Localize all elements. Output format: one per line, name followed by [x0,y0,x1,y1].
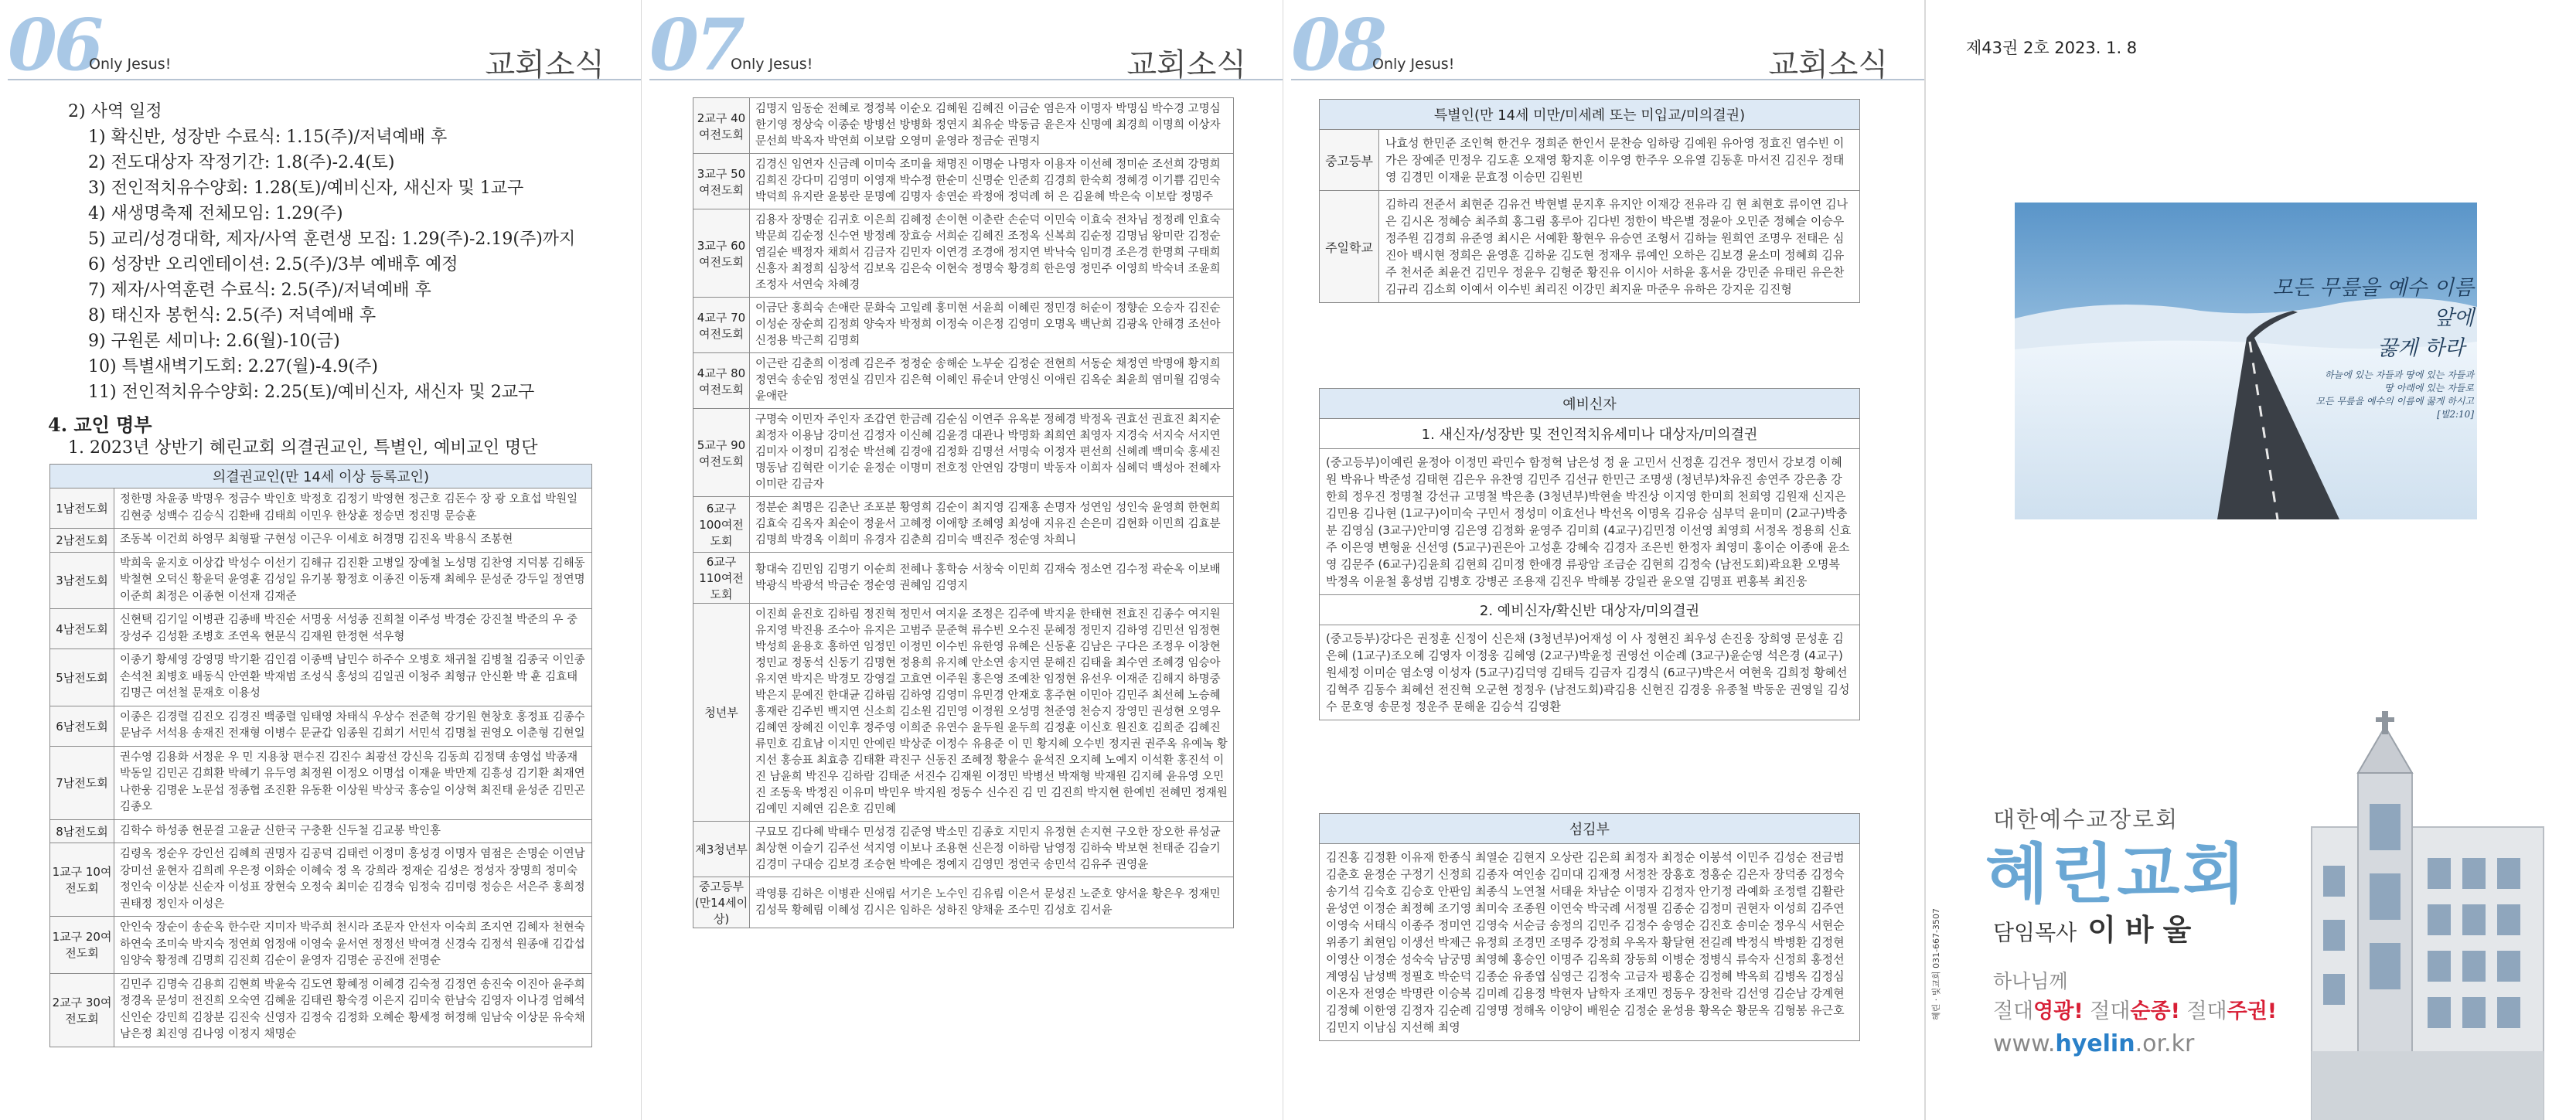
table-row [50,746,592,819]
page-number: 08 [1291,3,1385,87]
page-header [1291,3,1925,87]
schedule-item: 1) 확신반, 성장반 수료식: 1.15(주)/저녁예배 후 [88,128,448,147]
group-label: 5교구 90여전도회 [693,409,750,497]
group-label: 2남전도회 [50,529,114,553]
choir-table [1319,813,1860,1041]
page-number: 07 [649,3,743,87]
group-label: 4교구 80여전도회 [693,353,750,409]
schedule-item: 8) 태신자 봉헌식: 2.5(주) 저녁예배 후 [88,306,377,325]
page-number: 06 [8,3,101,87]
group-label: 6교구 100여전도회 [693,497,750,553]
table-row [693,209,1234,298]
member-names: 구명숙 이민자 주인자 조갑연 한금례 김순심 이연주 유옥분 정혜경 박정옥 권효선 권효진 최지순 최정자 이용남 강미선 김정자 이신혜 김윤경 대관나 박명화 최희연 최영자 지경숙 서지숙 서지연 김미자 이정미 김정순 박선혜 김경애 김정화 김명선 서명숙 이정자 편선희 신혜례 백미숙 홍세진 명동남 김혁란 이기순 윤정순 이명미 전호정 안연임 강명미 박동자 이희자 심혜덕 백성아 전혜자 이미란 김금자 [750,409,1234,497]
member-names: 김민주 김명숙 김용희 김현희 박윤숙 김도연 황혜정 이혜경 김숙정 김정연 송진숙 이진아 윤주희 정경옥 문성미 전진희 오숙연 김혜윤 김태린 황숙경 이은지 김미숙 한남숙 김영자 이나경 엄혜석 신인순 강민희 김창분 김진숙 신영자 김정숙 김정화 오혜순 황세정 허정해 임남숙 이상문 유숙채 남은정 최진영 김나영 이정지 채명순 [114,973,592,1047]
voting-table-header: 의결권교인(만 14세 이상 등록교인) [50,465,592,489]
motto-pre2: 절대 [2083,999,2131,1023]
group-label: 6교구 110여전도회 [693,553,750,604]
group-label: 4교구 70여전도회 [693,298,750,353]
table-row [693,298,1234,353]
section4-title: 4. 교인 명부 [48,414,152,436]
special-members-table [1319,99,1860,303]
member-names: 이진희 윤진호 김하림 정진혁 정민서 여지윤 조정은 김주예 박지윤 한태현 전효진 김종수 여지원 유지영 박진용 조수아 유지은 고범주 문준혁 류수빈 오수진 문혜정 정민지 김하영 김민선 임정현 박성희 윤용호 홍하연 임정민 이정민 이수빈 유한영 유혜은 신동훈 김남은 구다은 조정우 이창현 정민교 정동석 신동기 김명현 정용희 유지혜 안소연 송지연 문해진 김태율 최수연 조혜경 임승아 유지연 박지은 박경모 강영걸 고효연 이주원 홍은영 조예찬 임정현 유선우 이재준 김해지 하명중 박은지 문예진 한대균 김하림 김하영 김영미 유민경 안재호 홍주현 이민아 김민주 최선혜 노승혜 홍재란 김주빈 백지연 신소희 김소원 김민영 이정원 오성명 천준영 천승지 장영민 권성현 오영우 김혜연 장혜진 이인후 정주영 이희준 유연수 윤두원 윤두희 김정훈 이신호 원진호 김희준 김혜진 류민호 김효남 이지민 안예린 박상준 이정수 유용준 이 민 황지혜 오수빈 정지권 권주옥 유예녹 황지선 홍승표 최효층 김태환 곽진구 신동진 조혜정 황윤수 윤석진 오지혜 노예지 이석환 홍진석 이 진 남윤희 박진우 김하람 김태준 서진수 김재원 이정민 박병선 박재형 박재원 김지헤 윤유영 오민진 조동욱 박정진 이유미 박민우 박지원 정동수 신수진 김 민 김진희 박지현 한예빈 전혜민 정재원 김예민 지혜연 김은호 김민혜 [750,604,1234,822]
section-title: 교회소식 [1126,47,1246,83]
group-label: 2교구 30여전도회 [50,973,114,1047]
ministry-schedule [68,99,625,405]
member-names: 조동복 이건희 하영무 최형팔 구현성 이근우 이세호 허경명 김진옥 박용식 조봉현 [114,529,592,553]
motto-glory: 영광! [2033,999,2084,1023]
group-label: 중고등부 [1320,130,1379,191]
fold-line [1924,0,1926,1120]
slogan-ref: [빌2:10] [2437,409,2474,420]
issue-info: 제43권 2호 2023. 1. 8 [1966,39,2138,57]
section-title: 교회소식 [485,47,605,83]
group-label: 8남전도회 [50,819,114,843]
special-table-header: 특별인(만 14세 미만/미세례 또는 미입교/미의결권) [1320,100,1860,130]
only-jesus-label: Only Jesus! [731,56,813,73]
schedule-title: 2) 사역 일정 [68,102,162,121]
table-row [50,609,592,649]
slogan-verse [2257,369,2474,421]
table-row [50,819,592,843]
group-label: 제3청년부 [693,822,750,877]
table-row [693,154,1234,209]
member-names: 정분순 최명은 김춘난 조포분 황영희 김순이 최지영 김재홍 손명자 성연임 성인숙 윤영희 한현희 김효숙 김옥자 최순이 정윤서 고혜정 이애향 조혜영 최성애 지유진 손은미 김현화 이민희 김효분 김명희 박경옥 이희미 유경자 김춘희 김미숙 백진주 정순영 차희니 [750,497,1234,553]
motto-obey: 순종! [2130,999,2180,1023]
schedule-item: 2) 전도대상자 작정기간: 1.8(주)-2.4(토) [88,153,395,172]
table-row [693,822,1234,877]
schedule-item: 11) 전인적치유수양회: 2.25(토)/예비신자, 새신자 및 2교구 [88,383,535,402]
motto-pre3: 절대 [2179,999,2227,1023]
slogan-verse-3: 모든 무릎을 예수의 이름에 꿇게 하시고 [2315,396,2474,407]
table-row [693,353,1234,409]
table-row [1320,191,1860,303]
member-names: 구묘모 김다혜 박태수 민성경 김준영 박소민 김종호 지민지 유정현 손지현 구오한 장오한 류성균 최상현 이슬기 김주선 석지영 이보나 조용현 신은정 이하람 남영정 김하숙 박보현 천태준 김슬기 김경미 구대승 김보경 조승현 박예은 정예지 김영민 정연국 송민석 김유주 권영윤 [750,822,1234,877]
member-names: 김명지 임동순 전혜로 정정복 이순오 김혜원 김혜진 이금순 염은자 이명자 박명심 박수경 고명심 한기영 정상숙 이종순 방병선 방병화 정연지 최유순 박동금 윤은자 신명예 최경희 이명희 이상자 문선희 박옥자 박연희 이보람 오영미 윤영라 정금순 권명지 [750,98,1234,154]
schedule-item: 6) 성장반 오리엔테이션: 2.5(주)/3부 예배후 예정 [88,255,458,274]
group-label: 3남전도회 [50,552,114,609]
group-label: 1교구 20여전도회 [50,917,114,974]
only-jesus-label: Only Jesus! [89,56,172,73]
group-label: 중고등부 (만14세이상) [693,877,750,928]
catechumen-group1-names: (중고등부)이예린 윤정아 이정민 곽민수 함정혁 남은성 정 윤 고민서 신정훈 김건우 정민서 강보경 이혜원 박유나 박준성 김태현 김은우 유찬영 김민주 김선규 한민근 조명생 (청년부)차유진 송연주 강은총 강한희 정우진 정명철 강선규 고명철 박은총 (3청년부)박현솔 박진상 이지영 한미희 천희영 김원재 신지은 김민용 김나현 (1교구)이미숙 구민서 정성미 이효선나 박선옥 이명옥 김유승 심부덕 윤미미 (2교구)박충분 김영심 (3교구)안미영 김은영 김정화 윤영주 김미희 (4교구)김민정 이선영 최영희 서정옥 정용희 신효주 이은영 변형윤 신선영 (5교구)권은아 고성훈 강혜숙 김경자 조은빈 한정자 최영미 홍이순 이종애 윤소영 김문주 (6교구)김윤희 김현희 김미정 한애경 류광암 조금순 김현희 김정숙 (남전도회)곽요환 오명복 박정옥 이윤철 홍성범 김병호 강병곤 조용재 김진우 박해봉 강일관 윤오열 김명표 편홍복 최진웅 [1320,449,1860,595]
table-row [50,529,592,553]
motto-line2 [1993,994,2277,1024]
table-row [693,497,1234,553]
group-label: 1교구 10여전도회 [50,843,114,917]
member-names: 김령옥 정순우 강인선 김혜희 권명자 김공덕 김태런 이정미 홍성경 이명자 염점은 손명순 이연남 강미선 윤현자 김희례 우은정 이화순 이혜숙 정 옥 강희라 정재순 김성은 정성자 장명희 정미숙 정인숙 이상분 신순자 이성표 장현숙 오정숙 최미순 김경숙 임정숙 김미령 정승은 서은주 홍희정 권태정 정인자 이성은 [114,843,592,917]
page-header [8,3,642,87]
web-post: .or.kr [2135,1030,2195,1057]
group-label: 청년부 [693,604,750,822]
member-names: 박희욱 윤지호 이상갑 박성수 이선기 김해규 김진환 고병일 장예철 노성명 김찬영 지덕봉 김해동 박철현 오덕신 황윤덕 윤영훈 김성일 유기봉 황정호 이종진 이동재 최혜우 문성준 강두일 정연명 이준희 최정은 이종현 이선재 김재준 [114,552,592,609]
web-domain: hyelin [2055,1030,2135,1057]
members-table-continued [693,97,1234,928]
member-names: 권수영 김용화 서정운 우 민 지용창 편수진 김진수 최광선 강신욱 김동희 김정택 송영섭 박종재 박동일 김민곤 김희환 박혜기 유두영 최정원 이정오 이명섭 이재윤 박만제 김흥성 김기환 최재연 나한웅 김명운 노문섭 정종협 조진환 유동환 이상원 박상국 홍승일 이상혁 최진태 윤성준 김민곤 김종오 [114,746,592,819]
schedule-item: 5) 교리/성경대학, 제자/사역 훈련생 모집: 1.29(주)-2.19(주)까지 [88,230,576,249]
member-names: 김하리 전준서 최현준 김유건 박현별 문지후 유지안 이재강 전유라 김 현 최현호 류이연 김나은 김시온 정혜승 최주희 홍그림 홍루아 김다빈 정한이 박은별 정윤아 오민준 정혜슬 이승우 정주원 김경희 유준영 최시은 서예환 황현우 유승연 조형서 김하늘 원희연 조명우 전태은 심진아 백시현 정희은 윤영훈 김하윤 김도현 정재우 류예인 오하은 김보경 윤소미 정혜희 김유주 천서준 최윤건 김민우 정윤우 김형준 황진유 이시아 서하윤 홍서윤 강민준 유태린 유은찬 김규리 김소희 이예서 이수빈 최리진 이강민 최지윤 마준우 유하은 강지운 김진형 [1379,191,1860,303]
catechumen-group2-names: (중고등부)강다은 권정훈 신정이 신은채 (3청년부)어재성 이 사 정현진 최우성 손진웅 장희영 문성훈 김은혜 (1교구)조오혜 김영자 이정웅 김혜영 (2교구)박윤정 권영선 이순례 (3교구)윤순영 석은경 (4교구)원세정 이미순 염소영 이성자 (5교구)김덕영 김태득 김금자 김경식 (6교구)박은서 여현욱 김희정 황혜선 김혁주 김동수 최혜선 전진혁 오군현 정정우 (남전도회)곽김용 신현진 김경웅 유종철 박동운 권영일 김성수 문호영 송문정 정운주 문해윤 김승석 김영환 [1320,625,1860,720]
schedule-item: 4) 새생명축제 전체모임: 1.29(주) [88,204,343,223]
group-label: 3교구 60여전도회 [693,209,750,298]
member-names: 이근란 김춘희 이정례 김은주 정정순 송해순 노부순 김정순 전현희 서동순 채정연 박명애 황지희 정연숙 송순임 정연실 김민자 김은혁 이혜인 류순녀 안영신 이애린 김옥순 최윤희 염미월 김영숙 윤애란 [750,353,1234,409]
schedule-item: 3) 전인적치유수양회: 1.28(토)/예비신자, 새신자 및 1교구 [88,179,524,198]
motto-pre1: 절대 [1993,999,2034,1023]
group-label: 5남전도회 [50,649,114,706]
group-label: 1남전도회 [50,489,114,529]
table-row [50,552,592,609]
website [1993,1030,2194,1057]
catechumen-header: 예비신자 [1320,389,1860,419]
section4-desc: 1. 2023년 상반기 혜린교회 의결권교인, 특별인, 예비교인 명단 [68,438,538,458]
member-names: 이종은 김경렬 김진오 김경진 백종렬 임태영 차태식 우상수 전준혁 강기원 현창호 홍정표 김종수 문남주 서석용 송재진 전재형 이병수 문균갑 임종원 김희기 서민석 김명철 권영오 이춘형 김현일 [114,706,592,746]
group-label: 7남전도회 [50,746,114,819]
pastor-name: 이바울 [2087,913,2201,947]
member-names: 이금단 홍희숙 손애란 문화숙 고일례 홍미현 서윤희 이혜린 정민경 허순이 정향순 오승자 김진순 이성순 장순희 김정희 양숙자 박정희 이정숙 이은정 김영미 오명옥 백난희 김광옥 안해경 조선아 신정용 박근희 김명희 [750,298,1234,353]
table-row [693,553,1234,604]
slogan-line1: 모든 무릎을 예수 이름 앞에 [2272,276,2474,330]
group-label: 4남전도회 [50,609,114,649]
group-label: 6남전도회 [50,706,114,746]
member-names: 나효성 한민준 조인혁 한건우 정희준 한인서 문찬승 임하랑 김예원 유아영 정효진 염수빈 이가은 장예준 민정우 김도훈 오재영 황지훈 이우영 한주우 오유열 김동훈 마서진 김진우 정태영 김경민 이재윤 문효정 이승민 김원빈 [1379,130,1860,191]
table-row [50,843,592,917]
member-names: 김학수 하성종 현문걸 고윤균 신한국 구충환 신두철 김교봉 박인홍 [114,819,592,843]
catechumen-group1-title: 1. 새신자/성장반 및 전인적치유세미나 대상자/미의결권 [1320,419,1860,449]
catechumen-group2-title: 2. 예비신자/확신반 대상자/미의결권 [1320,595,1860,625]
member-names: 정한명 차윤종 박명우 정금수 박인호 박정호 김정기 박영현 정근호 김돈수 장 광 오효섭 박원일 김현중 성백수 김승식 김환배 김태희 이민우 한상훈 정승면 정진명 문승훈 [114,489,592,529]
member-names: 김용자 장명순 김귀호 이은희 김혜정 손이현 이춘란 손순덕 이민숙 이효숙 전차님 정정례 인효숙 박문희 김순정 신수연 방정례 장효승 서희순 김혜진 조정옥 신복희 김순정 김명님 왕미란 김정순 염길순 백정자 채희서 김금자 김민자 이연경 조경애 정지연 박낙숙 임미경 조은경 한명희 구태희 신홍자 최정희 심창석 김보옥 김은숙 이현숙 정명숙 황경희 한은영 정민주 이영희 박숙녀 조윤희 조정자 서연숙 차혜경 [750,209,1234,298]
motto-line1: 하나님께 [1993,970,2068,992]
church-building-illustration [2288,711,2576,1120]
table-row [50,649,592,706]
choir-names: 김진홍 김정환 이유재 한종식 최열순 김현지 오상란 김은희 최정자 최정순 이봉석 이민주 김성순 전금범 김춘호 윤정순 구정기 신정희 김종자 여인송 김미대 김재정 서정찬 장홍호 정홍순 김은자 장덕종 김정숙 송기석 김숙호 김승호 안판임 최종식 노연철 서태윤 차남순 이명자 김정자 안기정 라예화 조정렬 김활란 윤성연 이정순 최정혜 조기영 최미숙 조종원 이연숙 박국례 서정필 김종순 김정미 권현자 이성희 김주연 이영숙 서태식 이종주 정미연 김영숙 서순금 송정의 김민주 김정수 송영순 김진호 송미순 정우식 서현순 위종기 최현임 이생선 박제근 유정희 조경민 조명주 강정희 우옥자 황달현 전길례 박정식 박병환 김정현 이영산 이정순 성숙숙 남궁명 최영혜 홍승인 이명주 김옥희 장동희 이병순 정병식 류숙자 신정희 홍정선 계영심 남성백 정필호 박순덕 김종순 유종엽 심영근 김정숙 고금자 평홍순 김정혜 박옥희 김병옥 김정심 이온자 전영순 박명란 이승복 김미례 김용정 박현자 남학자 조재민 정동우 장천락 김선영 김순남 강계현 김정혜 이한영 김정자 김순례 김영명 정해옥 이양이 배원순 김정순 윤성용 황옥순 황문옥 김형봉 유근호 김민지 이남심 지선해 최영 [1320,844,1860,1041]
slogan-verse-1: 하늘에 있는 자들과 땅에 있는 자들과 [2325,369,2474,380]
member-names: 황대숙 김민임 김명기 이순희 전혜나 홍학승 서창숙 이민희 김재숙 정소연 김수정 곽순옥 이보배 박광식 박광석 박금순 정순영 권혜임 김영지 [750,553,1234,604]
pastor [1993,906,2200,948]
schedule-item: 7) 제자/사역훈련 수료식: 2.5(주)/저녁예배 후 [88,281,431,300]
table-row [693,604,1234,822]
group-label: 3교구 50여전도회 [693,154,750,209]
member-names: 신현택 김기일 이병관 김종배 박진순 서명웅 서성종 진희철 이주성 박경순 강진철 박준의 우 중 장성주 김성환 조병호 조연옥 현문식 김재원 한정현 석우형 [114,609,592,649]
table-row [693,409,1234,497]
voting-members-table [49,464,592,1047]
table-row [50,917,592,974]
table-row [50,706,592,746]
member-names: 안인숙 장순이 송순옥 한수란 지미자 박주희 천시라 조문자 안선자 이숙희 조지연 김혜자 천현숙 하연숙 조미숙 박지숙 정연희 엄정애 이영숙 윤서연 정정선 박여경 신경숙 김정석 원종애 김갑섭 임양숙 황정례 김명희 김진희 김순이 윤영자 김명순 공진애 전명순 [114,917,592,974]
schedule-item: 9) 구원론 세미나: 2.6(월)-10(금) [88,332,340,351]
motto-sovereign: 주권! [2227,999,2278,1023]
slogan-verse-2: 땅 아래에 있는 자들로 [2384,383,2474,393]
member-names: 이종기 황세영 강영명 박기환 김인겸 이종백 남민수 하주수 오병호 채귀철 김병철 김종국 이인종 손석천 최병호 배동식 안연환 박재범 조성식 홍성의 김일권 이청주 최형규 안신환 박 훈 김효태 김명근 여선철 문재호 이용성 [114,649,592,706]
member-names: 곽영룡 김하은 이병관 신애림 서기은 노수인 김유림 이은서 문성진 노준호 양서윤 황은우 정재민 김성묵 황혜림 이혜성 김시은 임하은 성하진 양채윤 조수민 김성호 김서윤 [750,877,1234,928]
slogan-line2: 꿇게 하라 [2377,336,2465,360]
denomination: 대한예수교장로회 [1993,806,2179,832]
table-row [50,973,592,1047]
catechumen-table [1319,388,1860,720]
pastor-label: 담임목사 [1993,920,2077,945]
schedule-list [68,124,625,405]
table-row [50,489,592,529]
section-title: 교회소식 [1768,47,1888,83]
slogan [2257,271,2474,421]
web-pre: www. [1993,1030,2056,1057]
table-row [693,98,1234,154]
member-names: 김경신 임연자 신금례 이미숙 조미율 채명진 이명순 나명자 이용자 이선혜 정미순 조선희 강명희 김희진 강다미 김영미 이영재 박수정 한순미 신명순 인준희 김경희 한숙희 정혜경 이기쁨 김민숙 박덕희 유지란 윤봉란 문명예 김명자 송연순 곽정애 정덕례 허 은 김윤혜 박은숙 이보람 정명주 [750,154,1234,209]
table-row [1320,130,1860,191]
group-label: 주일학교 [1320,191,1379,303]
schedule-item: 10) 특별새벽기도회: 2.27(월)-4.9(주) [88,357,378,376]
group-label: 2교구 40여전도회 [693,98,750,154]
vertical-contact: 혜린 · 빛교회 031-667-3507 [1931,907,1941,1020]
only-jesus-label: Only Jesus! [1372,56,1455,73]
table-row [693,877,1234,928]
page-header [649,3,1283,87]
choir-header: 섬김부 [1320,814,1860,844]
church-name: 혜린교회 [1985,836,2249,912]
